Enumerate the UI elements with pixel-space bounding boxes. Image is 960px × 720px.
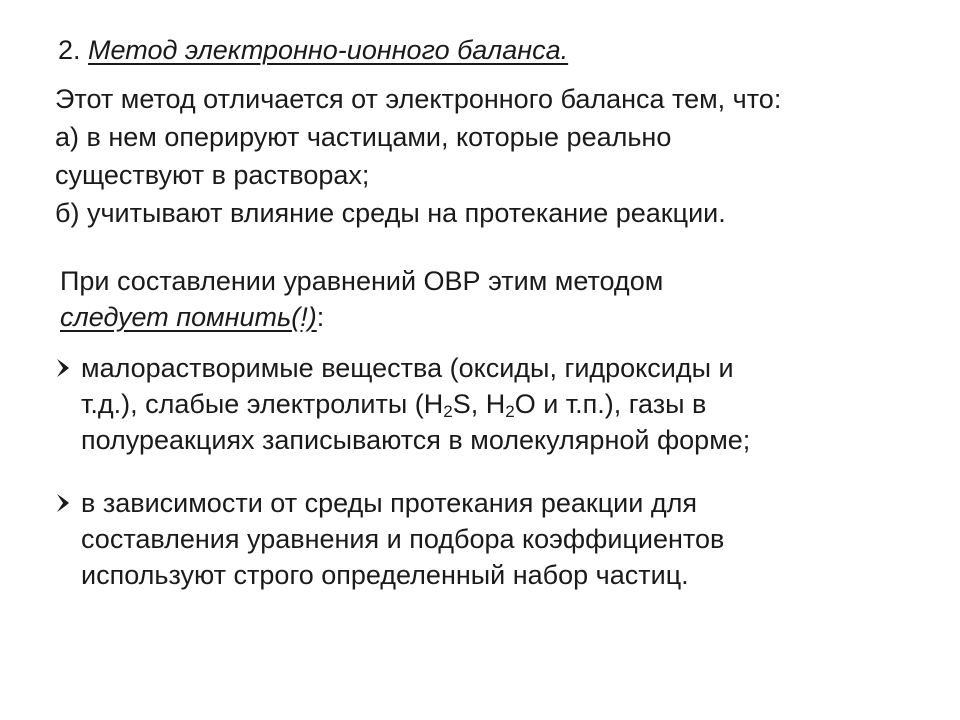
rules-colon: : <box>316 302 325 332</box>
intro-line: Этот метод отличается от электронного баланса тем, что: <box>55 84 782 114</box>
bullet-line: в зависимости от среды протекания реакции для <box>81 488 697 518</box>
subscript: 2 <box>505 402 515 421</box>
section-heading <box>58 33 568 67</box>
text-fragment: S, H <box>452 389 506 419</box>
text-fragment: т.д.), слабые электролиты (H <box>81 389 444 419</box>
intro-line: б) учитывают влияние среды на протекание реакции. <box>55 198 726 228</box>
bullet-line: составления уравнения и подбора коэффициентов <box>81 524 725 554</box>
rules-emphasis: следует помнить(!) <box>60 302 317 332</box>
text-fragment: O и т.п.), газы в <box>514 389 707 419</box>
bullet-line: используют строго определенный набор частиц. <box>81 560 689 590</box>
bullet-line <box>81 386 941 422</box>
intro-line: а) в нем оперируют частицами, которые реально <box>55 122 672 152</box>
bullet-item <box>60 485 941 593</box>
rules-lead-line: При составлении уравнений ОВР этим методом <box>60 266 664 296</box>
intro-paragraph <box>55 80 945 232</box>
arrowhead-checkmark-icon <box>54 350 80 386</box>
section-number: 2. <box>58 35 81 65</box>
bullet-item <box>60 350 941 458</box>
arrowhead-checkmark-icon <box>54 485 80 521</box>
section-title: Метод электронно-ионного баланса. <box>88 35 569 65</box>
rules-section <box>60 263 940 590</box>
bullet-line: полуреакциях записываются в молекулярной форме; <box>81 425 751 455</box>
intro-line: существуют в растворах; <box>55 160 370 190</box>
rules-lead-line <box>60 299 940 335</box>
subscript: 2 <box>443 402 453 421</box>
bullet-line: малорастворимые вещества (оксиды, гидроксиды и <box>81 353 734 383</box>
